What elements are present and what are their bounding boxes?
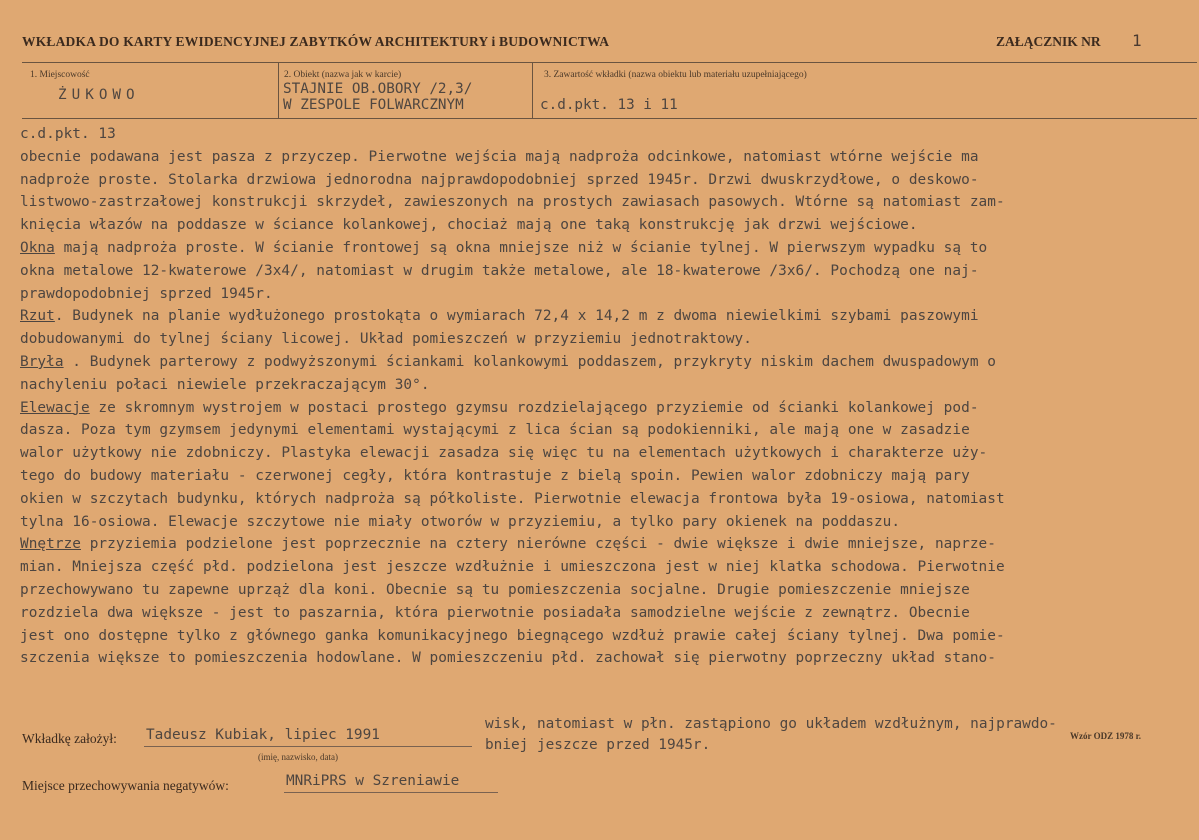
body-line: szczenia większe to pomieszczenia hodowlane. W pomieszczeniu płd. zachował się pierwotny poprzeczny układ stano- bbox=[20, 650, 996, 667]
body-line: nadproże proste. Stolarka drzwiowa jednorodna najprawdopodobniej sprzed 1945r. Drzwi dwuskrzydłowe, o deskowo- bbox=[20, 171, 979, 188]
storage-underline bbox=[284, 792, 498, 793]
body-line: c.d.pkt. 13 bbox=[20, 126, 116, 142]
body-line: knięcia włazów na poddasze w ściance kolankowej, chociaż mają one taką konstrukcję jak drzwi wejściowe. bbox=[20, 217, 918, 234]
locality-label: 1. Miejscowość bbox=[30, 70, 90, 80]
body-line: Bryła . Budynek parterowy z podwyższonymi ściankami kolankowymi poddaszem, przykryty niskim dachem dwuspadowym o bbox=[20, 353, 996, 370]
body-tail-line1: wisk, natomiast w płn. zastąpiono go układem wzdłużnym, najprawdo- bbox=[485, 716, 1057, 732]
body-line: okna metalowe 12-kwaterowe /3x4/, natomiast w drugim także metalowe, ale 18-kwaterowe /3x6/. Pochodzą one naj- bbox=[20, 262, 979, 279]
author-label: Wkładkę założył: bbox=[22, 731, 117, 746]
field-divider-1 bbox=[278, 62, 279, 119]
body-line: Rzut. Budynek na planie wydłużonego prostokąta o wymiarach 72,4 x 14,2 m z dwoma niewielkimi szybami paszowymi bbox=[20, 308, 979, 325]
body-line: mian. Mniejsza część płd. podzielona jest jeszcze wzdłużnie i umieszczona jest w niej klatka schodowa. Pierwotnie bbox=[20, 559, 1005, 576]
author-hint: (imię, nazwisko, data) bbox=[258, 752, 338, 762]
locality-value: ŻUKOWO bbox=[58, 87, 140, 103]
field-box-bottom-line bbox=[22, 118, 1197, 119]
author-underline bbox=[144, 746, 472, 747]
field-divider-2 bbox=[532, 62, 533, 119]
storage-label: Miejsce przechowywania negatywów: bbox=[22, 778, 229, 793]
object-value-line2: W ZESPOLE FOLWARCZNYM bbox=[283, 97, 464, 113]
body-line: nachyleniu połaci niewiele przekraczającym 30°. bbox=[20, 376, 430, 393]
body-line: jest ono dostępne tylko z głównego ganka komunikacyjnego biegnącego wzdłuż prawie całej ściany tylnej. Dwa pomie- bbox=[20, 627, 1005, 644]
body-line: listwowo-zastrzałowej konstrukcji skrzydeł, zawieszonych na prostych zawiasach pasowych. Wtórne są natomiast zam- bbox=[20, 194, 1005, 211]
section-keyword: Rzut bbox=[20, 308, 55, 325]
object-label: 2. Obiekt (nazwa jak w karcie) bbox=[284, 70, 402, 80]
object-value-line1: STAJNIE OB.OBORY /2,3/ bbox=[283, 81, 473, 97]
attachment-number: 1 bbox=[1132, 31, 1142, 50]
field-box-top-line bbox=[22, 62, 1197, 63]
body-line: dasza. Poza tym gzymsem jedynymi elementami wystającymi z lica ścian są podokienniki, ale mają one w zasadzie bbox=[20, 422, 970, 439]
body-line: tego do budowy materiału - czerwonej cegły, która kontrastuje z bielą spoin. Pewien walor zdobniczy mają pary bbox=[20, 467, 970, 484]
body-line: przechowywano tu zapewne uprząż dla koni. Obecnie są tu pomieszczenia socjalne. Drugie pomieszczenie mniejsze bbox=[20, 581, 970, 598]
author-value: Tadeusz Kubiak, lipiec 1991 bbox=[146, 727, 380, 743]
body-line: dobudowanymi do tylnej ściany licowej. Układ pomieszczeń w przyziemiu jednotraktowy. bbox=[20, 331, 752, 348]
body-line: okien w szczytach budynku, których nadproża są półkoliste. Pierwotnie elewacja frontowa była 19-osiowa, natomiast bbox=[20, 490, 1005, 507]
section-keyword: Bryła bbox=[20, 353, 64, 370]
body-line: rozdziela dwa większe - jest to paszarnia, która pierwotnie posiadała samodzielne wejście z zewnątrz. Obecnie bbox=[20, 604, 970, 621]
body-line: Elewacje ze skromnym wystrojem w postaci prostego gzymsu rozdzielającego przyziemie od ścianki kolankowej pod- bbox=[20, 399, 979, 416]
body-line: Wnętrze przyziemia podzielone jest poprzecznie na cztery nierówne części - dwie większe i dwie mniejsze, naprze- bbox=[20, 536, 996, 553]
form-model-id: Wzór ODZ 1978 r. bbox=[1070, 731, 1141, 741]
section-keyword: Okna bbox=[20, 239, 55, 256]
section-keyword: Elewacje bbox=[20, 399, 90, 416]
content-label: 3. Zawartość wkładki (nazwa obiektu lub materiału uzupełniającego) bbox=[544, 70, 807, 80]
body-tail-line2: bniej jeszcze przed 1945r. bbox=[485, 737, 711, 753]
section-keyword: Wnętrze bbox=[20, 536, 81, 553]
body-line: prawdopodobniej sprzed 1945r. bbox=[20, 285, 273, 302]
description-text bbox=[20, 123, 1190, 670]
body-line: obecnie podawana jest pasza z przyczep. Pierwotne wejścia mają nadproża odcinkowe, natomiast wtórne wejście ma bbox=[20, 148, 979, 165]
body-line: Okna mają nadproża proste. W ścianie frontowej są okna mniejsze niż w ścianie tylnej. W pierwszym wypadku są to bbox=[20, 239, 988, 256]
attachment-label: ZAŁĄCZNIK NR bbox=[996, 34, 1101, 49]
storage-value: MNRiPRS w Szreniawie bbox=[286, 773, 460, 789]
body-line: walor użytkowy nie zdobniczy. Plastyka elewacji zasadza się więc tu na elementach użytkowych i charakterze uży- bbox=[20, 445, 988, 462]
content-value: c.d.pkt. 13 i 11 bbox=[540, 97, 678, 113]
form-title: WKŁADKA DO KARTY EWIDENCYJNEJ ZABYTKÓW ARCHITEKTURY i BUDOWNICTWA bbox=[22, 34, 610, 49]
body-line: tylna 16-osiowa. Elewacje szczytowe nie miały otworów w przyziemiu, a tylko pary okienek na poddaszu. bbox=[20, 513, 901, 530]
